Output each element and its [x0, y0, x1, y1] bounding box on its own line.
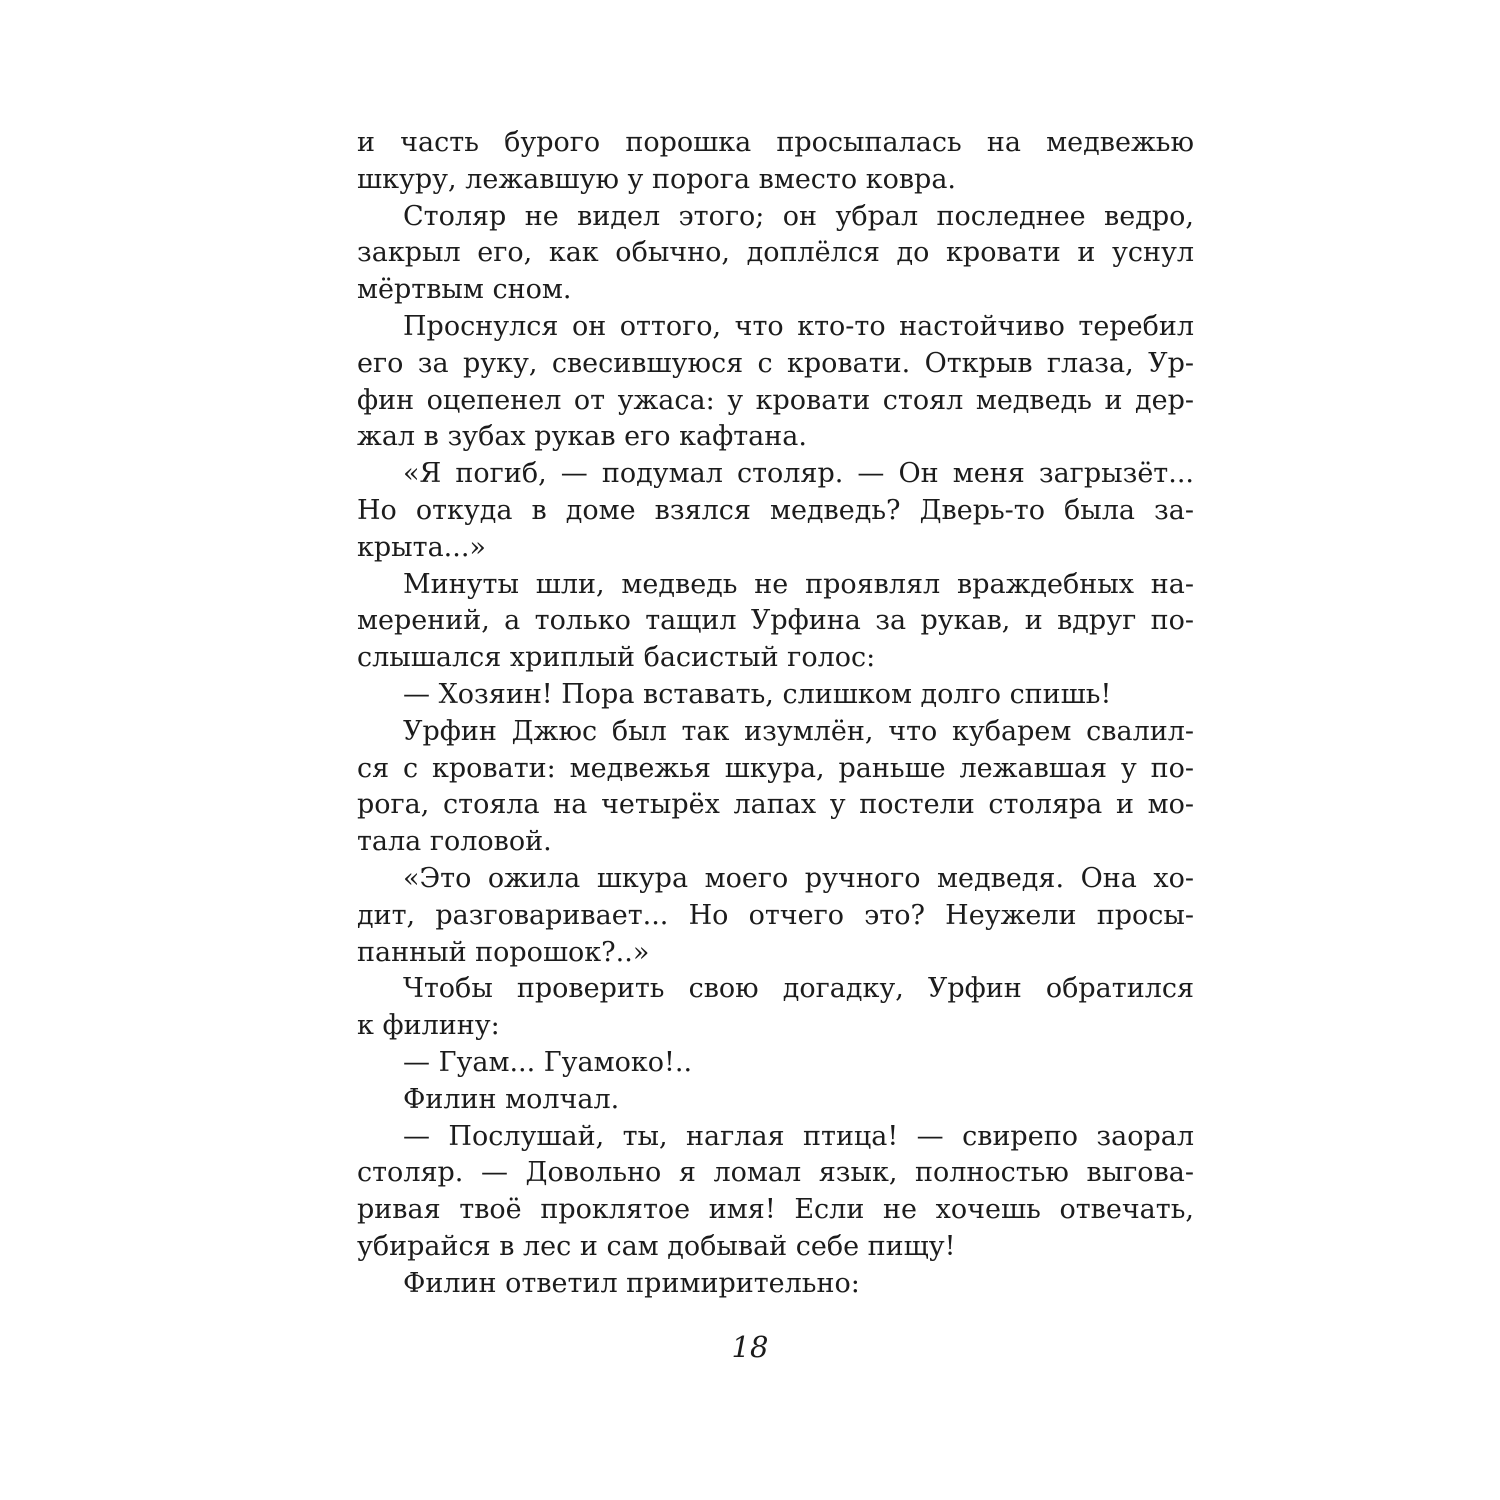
text-line: Филин ответил примирительно: — [403, 1267, 860, 1299]
text-line: и часть бурого порошка просыпалась на медвежью — [357, 127, 1194, 158]
body-text — [357, 125, 1194, 1303]
text-line: фин оцепенел от ужаса: у кровати стоял медведь и дер- — [357, 384, 1194, 416]
text-line: шкуру, лежавшую у порога вместо ковра. — [357, 163, 956, 195]
text-line: мёртвым сном. — [357, 274, 572, 306]
text-line: панный порошок?..» — [357, 936, 650, 968]
text-line: рога, стояла на четырёх лапах у постели столяра и мо- — [357, 789, 1194, 821]
text-line: Чтобы проверить свою догадку, Урфин обратился — [403, 973, 1194, 1005]
text-line: дит, разговаривает... Но отчего это? Неужели просы- — [357, 899, 1194, 931]
text-line: его за руку, свесившуюся с кровати. Открыв глаза, Ур- — [357, 347, 1194, 379]
text-line: слышался хриплый басистый голос: — [357, 642, 876, 674]
text-line: — Хозяин! Пора вставать, слишком долго спишь! — [403, 678, 1112, 710]
text-line: крыта...» — [357, 531, 486, 563]
text-line: Минуты шли, медведь не проявлял враждебных на- — [403, 568, 1194, 600]
text-line: мерений, а только тащил Урфина за рукав, и вдруг по- — [357, 605, 1194, 637]
text-line: — Гуам... Гуамоко!.. — [403, 1046, 693, 1078]
text-line: столяр. — Довольно я ломал язык, полностью выгова- — [357, 1157, 1194, 1189]
text-line: убирайся в лес и сам добывай себе пищу! — [357, 1230, 956, 1262]
page-number: 18 — [731, 1330, 769, 1364]
text-line: Филин молчал. — [403, 1083, 620, 1115]
text-line: жал в зубах рукав его кафтана. — [357, 421, 807, 453]
text-line: тала головой. — [357, 826, 552, 858]
text-line: к филину: — [357, 1010, 500, 1042]
text-line: Столяр не видел этого; он убрал последнее ведро, — [403, 200, 1194, 232]
text-line: Но откуда в доме взялся медведь? Дверь-то была за- — [357, 494, 1194, 526]
text-line: — Послушай, ты, наглая птица! — свирепо заорал — [403, 1120, 1194, 1152]
text-line: «Я погиб, — подумал столяр. — Он меня загрызёт... — [403, 458, 1194, 490]
text-line: ся с кровати: медвежья шкура, раньше лежавшая у по- — [357, 752, 1194, 784]
text-line: «Это ожила шкура моего ручного медведя. Она хо- — [403, 862, 1194, 894]
text-line: Урфин Джюс был так изумлён, что кубарем свалил- — [403, 715, 1194, 747]
text-line: закрыл его, как обычно, доплёлся до кровати и уснул — [357, 237, 1194, 269]
text-line: Проснулся он оттого, что кто-то настойчиво теребил — [403, 310, 1194, 342]
text-line: ривая твоё проклятое имя! Если не хочешь отвечать, — [357, 1194, 1194, 1226]
